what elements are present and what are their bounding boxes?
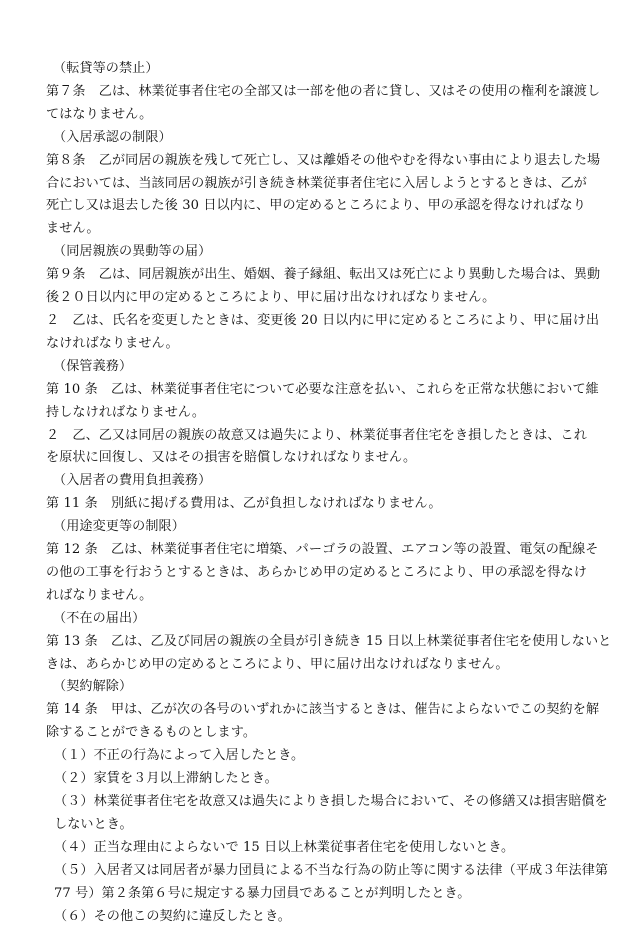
section-heading: （転貸等の禁止） (53, 61, 159, 76)
text-line: を原状に回復し、又はその損害を賠償しなければなりません。 (46, 450, 417, 466)
text-line: ればなりません。 (46, 587, 153, 603)
text-line: 77 号）第２条第６号に規定する暴力団員であることが判明したとき。 (54, 885, 471, 901)
text-line: しないとき。 (54, 816, 133, 832)
text-line: 第 13 条 乙は、乙及び同居の親族の全員が引き続き 15 日以上林業従事者住宅を使用しないと (46, 633, 612, 649)
text-line: 後２０日以内に甲の定めるところにより、甲に届け出なければなりません。 (46, 290, 496, 306)
text-line: （４）正当な理由によらないで 15 日以上林業従事者住宅を使用しないとき。 (54, 839, 515, 855)
text-line: ２ 乙、乙又は同居の親族の故意又は過失により、林業従事者住宅をき損したときは、これ (46, 427, 587, 443)
text-line: ２ 乙は、氏名を変更したときは、変更後 20 日以内に甲に定めるところにより、甲に届け出 (46, 312, 600, 328)
text-line: 第 14 条 甲は、乙が次の各号のいずれかに該当するときは、催告によらないでこの契約を解 (46, 702, 600, 718)
text-line: 第７条 乙は、林業従事者住宅の全部又は一部を他の者に貸し、又はその使用の権利を譲渡し (46, 83, 601, 99)
text-line: 第９条 乙は、同居親族が出生、婚姻、養子縁組、転出又は死亡により異動した場合は、異動 (46, 267, 601, 283)
list-item (52, 906, 600, 928)
text-line: 第 11 条 別紙に掲げる費用は、乙が負担しなければなりません。 (46, 496, 442, 512)
text-line: 合においては、当該同居の親族が引き続き林業従事者住宅に入居しようとするときは、乙が (46, 175, 587, 191)
text-line: （５）入居者又は同居者が暴力団員による不当な行為の防止等に関する法律（平成３年法律第 (54, 862, 609, 878)
text-line: 第８条 乙が同居の親族を残して死亡し、又は離婚その他やむを得ない事由により退去した場 (46, 152, 601, 168)
section-heading: （契約解除） (53, 679, 133, 695)
list-item (52, 837, 600, 860)
text-line: （２）家賃を３月以上滞納したとき。 (54, 771, 278, 787)
article-paragraph (46, 539, 600, 608)
article-paragraph (46, 150, 600, 242)
list-item (52, 745, 600, 768)
article-paragraph (46, 264, 600, 310)
list-item (52, 791, 608, 837)
section-heading: （同居親族の異動等の届） (53, 244, 212, 260)
text-line: ません。 (46, 221, 100, 237)
sub-paragraph (46, 425, 600, 471)
list-item (52, 860, 609, 906)
section-heading: （入居承認の制限） (53, 129, 172, 145)
text-line: （１）不正の行為によって入居したとき。 (54, 748, 305, 764)
section-heading: （保管義務） (53, 358, 133, 374)
text-line: きは、あらかじめ甲の定めるところにより、甲に届け出なければなりません。 (46, 656, 509, 672)
section-heading: （不在の届出） (53, 610, 146, 626)
text-line: 死亡し又は退去した後 30 日以内に、甲の定めるところにより、甲の承認を得なければなり (46, 198, 586, 214)
text-line: （６）その他この契約に違反したとき。 (54, 908, 291, 924)
sub-paragraph (46, 310, 600, 356)
text-line: 第 10 条 乙は、林業従事者住宅について必要な注意を払い、これらを正常な状態において維 (46, 381, 599, 397)
text-line: 持しなければなりません。 (46, 404, 206, 420)
list-item (52, 768, 600, 791)
text-line: なければなりません。 (46, 335, 179, 351)
article-paragraph (46, 81, 600, 127)
article-paragraph (46, 493, 600, 516)
text-line: の他の工事を行おうとするときは、あらかじめ甲の定めるところにより、甲の承認を得なけ (46, 564, 587, 580)
text-line: てはなりません。 (46, 106, 153, 122)
text-line: 第 12 条 乙は、林業従事者住宅に増築、パーゴラの設置、エアコン等の設置、電気の配線そ (46, 542, 599, 558)
section-heading: （用途変更等の制限） (53, 519, 185, 535)
text-line: 除することができるものとします。 (46, 725, 257, 741)
article-paragraph (46, 699, 600, 745)
article-paragraph (46, 379, 600, 425)
section-heading: （入居者の費用負担義務） (53, 473, 212, 489)
text-line: （３）林業従事者住宅を故意又は過失によりき損した場合において、その修繕又は損害賠償を (54, 794, 608, 809)
article-paragraph (46, 631, 612, 677)
